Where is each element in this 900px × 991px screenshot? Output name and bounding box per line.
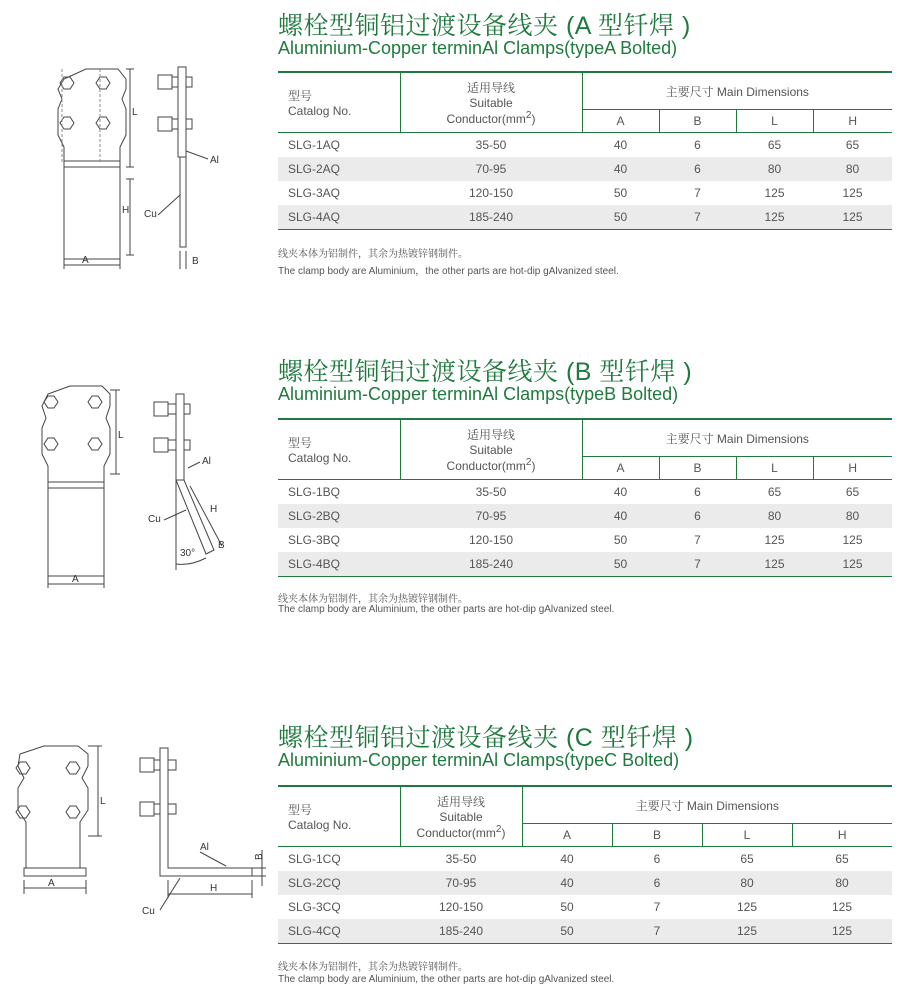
section-b-drawing bbox=[30, 380, 260, 595]
table-row: SLG-1BQ 35-50 40 6 65 65 bbox=[288, 485, 860, 499]
section-c-note-en: The clamp body are Aluminium, the other parts are hot-dip gAlvanized steel. bbox=[278, 974, 615, 985]
table-row: SLG-3AQ 120-150 50 7 125 125 bbox=[288, 186, 863, 200]
section-a-note-en: The clamp body are Aluminium，the other parts are hot-dip gAlvanized steel. bbox=[278, 266, 619, 277]
section-a-title-en: Aluminium-Copper terminAl Clamps(typeA Bolted) bbox=[278, 38, 678, 58]
section-a-title-cn: 螺栓型铜铝过渡设备线夹 (A 型钎焊 ) bbox=[278, 12, 691, 40]
col-a: A bbox=[582, 457, 659, 480]
section-c-table bbox=[278, 785, 892, 944]
col-a: A bbox=[522, 824, 612, 847]
section-a-table bbox=[278, 71, 892, 230]
section-b-note-cn: 线夹本体为铝制件，其余为热镀锌钢制件。 bbox=[278, 594, 468, 605]
catalog-header: 型号 Catalog No. bbox=[278, 419, 400, 480]
table-row: SLG-1CQ 35-50 40 6 65 65 bbox=[288, 852, 849, 866]
section-c-title-en: Aluminium-Copper terminAl Clamps(typeC Bolted) bbox=[278, 750, 680, 770]
col-a: A bbox=[582, 110, 659, 133]
al-label: Al bbox=[200, 842, 209, 853]
table-row: SLG-4AQ 185-240 50 7 125 125 bbox=[278, 205, 892, 230]
section-c-note-cn: 线夹本体为铝制件，其余为热镀锌钢制件。 bbox=[278, 962, 468, 973]
dim-l-label: L bbox=[100, 796, 106, 807]
table-row: SLG-2BQ 70-95 40 6 80 80 bbox=[278, 504, 892, 528]
dims-header: 主要尺寸 Main Dimensions bbox=[582, 72, 892, 110]
section-a-note-cn: 线夹本体为铝制件，其余为热镀锌钢制件。 bbox=[278, 249, 468, 260]
cu-label: Cu bbox=[144, 209, 157, 220]
dim-a-label: A bbox=[48, 878, 55, 889]
col-l: L bbox=[736, 110, 813, 133]
table-row: SLG-3BQ 120-150 50 7 125 125 bbox=[288, 533, 863, 547]
dim-b-label: B bbox=[192, 256, 199, 267]
dim-b-label: B bbox=[254, 853, 265, 860]
conductor-header: 适用导线 Suitable $Conductor(mm^2)$ bbox=[400, 419, 582, 480]
dim-h-label: H bbox=[122, 205, 130, 216]
al-label: Al bbox=[210, 155, 219, 166]
table-row: SLG-3CQ 120-150 50 7 125 125 bbox=[288, 900, 853, 914]
dim-h-label: H bbox=[210, 504, 218, 515]
section-c-drawing bbox=[4, 740, 274, 930]
dim-b-label: B bbox=[218, 540, 225, 551]
col-b: B bbox=[612, 824, 702, 847]
catalog-header: 型号 Catalog No. bbox=[278, 786, 400, 847]
col-h: H bbox=[813, 457, 892, 480]
dim-l-label: L bbox=[132, 107, 138, 118]
col-l: L bbox=[736, 457, 813, 480]
cu-label: Cu bbox=[148, 514, 161, 525]
col-l: L bbox=[702, 824, 792, 847]
table-row: SLG-1AQ 35-50 40 6 65 65 bbox=[288, 138, 860, 152]
dim-h-label: H bbox=[210, 883, 218, 894]
col-h: H bbox=[792, 824, 892, 847]
catalog-header: 型号 Catalog No. bbox=[278, 72, 400, 133]
section-b-note-en: The clamp body are Aluminium, the other parts are hot-dip gAlvanized steel. bbox=[278, 604, 615, 615]
al-label: Al bbox=[202, 456, 211, 467]
dim-a-label: A bbox=[82, 255, 89, 266]
section-a-drawing bbox=[30, 55, 260, 280]
section-b-table bbox=[278, 418, 892, 577]
dims-header: 主要尺寸 Main Dimensions bbox=[522, 786, 892, 824]
table-row: SLG-2CQ 70-95 40 6 80 80 bbox=[278, 871, 892, 895]
col-b: B bbox=[659, 457, 736, 480]
cu-label: Cu bbox=[142, 906, 155, 917]
conductor-header: 适用导线 Suitable $Conductor(mm^2)$ bbox=[400, 786, 522, 847]
angle-label: 30° bbox=[180, 548, 196, 559]
table-row: SLG-4BQ 185-240 50 7 125 125 bbox=[278, 552, 892, 577]
table-row: SLG-4CQ 185-240 50 7 125 125 bbox=[278, 919, 892, 944]
dim-l-label: L bbox=[118, 430, 124, 441]
section-b-title-cn: 螺栓型铜铝过渡设备线夹 (B 型钎焊 ) bbox=[278, 358, 693, 386]
dim-a-label: A bbox=[72, 574, 79, 585]
dims-header: 主要尺寸 Main Dimensions bbox=[582, 419, 892, 457]
conductor-header: 适用导线 Suitable $Conductor(mm^2)$ bbox=[400, 72, 582, 133]
col-b: B bbox=[659, 110, 736, 133]
section-b-title-en: Aluminium-Copper terminAl Clamps(typeB Bolted) bbox=[278, 384, 679, 404]
col-h: H bbox=[813, 110, 892, 133]
section-c-title-cn: 螺栓型铜铝过渡设备线夹 (C 型钎焊 ) bbox=[278, 724, 694, 752]
table-row: SLG-2AQ 70-95 40 6 80 80 bbox=[278, 157, 892, 181]
